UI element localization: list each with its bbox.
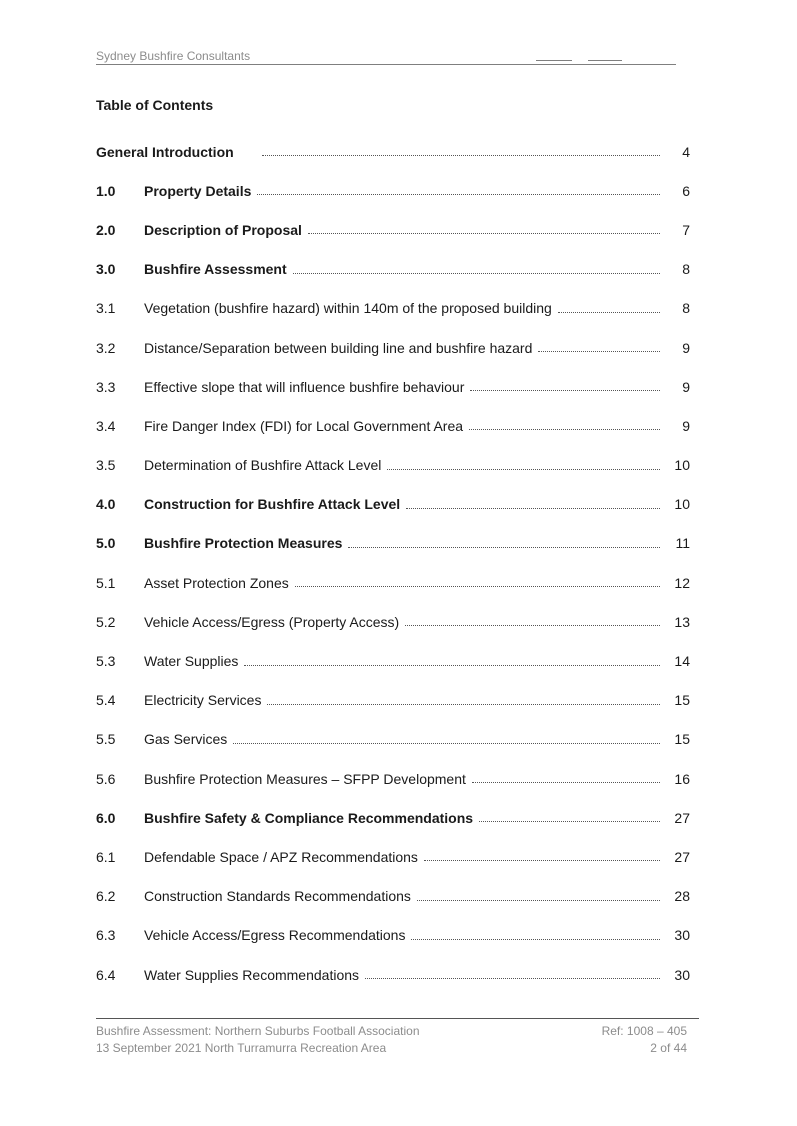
toc-dot-leader — [365, 964, 660, 979]
footer-line-1 — [96, 1019, 699, 1037]
toc-entry[interactable] — [96, 955, 696, 994]
toc-entry-number: 1.0 — [96, 182, 116, 199]
toc-entry-number: 3.1 — [96, 300, 116, 317]
toc-entry-number: 3.3 — [96, 378, 116, 395]
toc-entry-number: 6.0 — [96, 809, 116, 826]
toc-entry-title: Water Supplies Recommendations — [144, 966, 360, 983]
toc-entry-page: 8 — [682, 261, 690, 278]
toc-dot-leader — [348, 533, 660, 548]
toc-dot-leader — [417, 886, 660, 901]
toc-entry[interactable] — [96, 641, 696, 680]
toc-dot-leader — [558, 298, 660, 313]
toc-entry-title: Distance/Separation between building line and bushfire hazard — [144, 339, 533, 356]
table-of-contents — [96, 132, 696, 994]
toc-entry-number: 3.0 — [96, 261, 116, 278]
toc-entry[interactable] — [96, 681, 696, 720]
toc-entry[interactable] — [96, 132, 696, 171]
toc-dot-leader — [244, 651, 660, 666]
toc-entry-title: Construction for Bushfire Attack Level — [144, 496, 401, 513]
page-header — [96, 48, 676, 65]
toc-entry-number: 5.4 — [96, 692, 116, 709]
toc-entry-number: 2.0 — [96, 221, 116, 238]
toc-entry-title: Determination of Bushfire Attack Level — [144, 457, 382, 474]
toc-entry-page: 4 — [682, 143, 690, 160]
toc-entry-title: Vehicle Access/Egress (Property Access) — [144, 613, 400, 630]
footer-document-title: Bushfire Assessment: Northern Suburbs Football Association — [96, 1024, 420, 1038]
toc-entry-title: Gas Services — [144, 731, 228, 748]
toc-entry-page: 30 — [674, 966, 690, 983]
toc-dot-leader — [424, 846, 660, 861]
toc-entry-title: Property Details — [144, 182, 252, 199]
toc-entry-title: Bushfire Protection Measures — [144, 535, 343, 552]
toc-entry-number: 4.0 — [96, 496, 116, 513]
toc-entry-number: 6.1 — [96, 848, 116, 865]
toc-entry[interactable] — [96, 289, 696, 328]
toc-entry[interactable] — [96, 446, 696, 485]
toc-entry-number: 6.4 — [96, 966, 116, 983]
toc-entry-title: Bushfire Protection Measures – SFPP Development — [144, 770, 466, 787]
toc-entry-number: 5.3 — [96, 653, 116, 670]
toc-entry-page: 12 — [674, 574, 690, 591]
toc-entry-page: 6 — [682, 182, 690, 199]
header-title: Sydney Bushfire Consultants — [96, 49, 251, 63]
toc-entry-title: Bushfire Safety & Compliance Recommendations — [144, 809, 474, 826]
toc-entry-title: Asset Protection Zones — [144, 574, 289, 591]
toc-entry-page: 13 — [674, 613, 690, 630]
footer-page-number: 2 of 44 — [650, 1041, 687, 1055]
toc-dot-leader — [295, 572, 660, 587]
footer-reference: Ref: 1008 – 405 — [601, 1024, 687, 1038]
toc-dot-leader — [479, 807, 660, 822]
toc-entry[interactable] — [96, 563, 696, 602]
toc-entry[interactable] — [96, 524, 696, 563]
toc-entry-page: 10 — [674, 457, 690, 474]
toc-entry-number: 3.4 — [96, 417, 116, 434]
toc-entry[interactable] — [96, 602, 696, 641]
toc-entry-title: Description of Proposal — [144, 221, 302, 238]
toc-entry-page: 15 — [674, 692, 690, 709]
toc-entry-title: Bushfire Assessment — [144, 261, 287, 278]
toc-dot-leader — [267, 690, 660, 705]
toc-entry-page: 16 — [674, 770, 690, 787]
toc-entry-number: 5.5 — [96, 731, 116, 748]
toc-entry-title: Water Supplies — [144, 653, 239, 670]
toc-entry-number: 6.3 — [96, 927, 116, 944]
toc-dot-leader — [538, 337, 660, 352]
header-rule-right — [588, 60, 622, 61]
toc-dot-leader — [406, 494, 660, 509]
toc-entry[interactable] — [96, 210, 696, 249]
toc-entry-page: 9 — [682, 339, 690, 356]
toc-entry-title: Fire Danger Index (FDI) for Local Government Area — [144, 417, 464, 434]
toc-entry-page: 15 — [674, 731, 690, 748]
toc-entry[interactable] — [96, 367, 696, 406]
toc-entry-page: 27 — [674, 809, 690, 826]
footer-line-2 — [96, 1037, 699, 1055]
toc-heading: Table of Contents — [96, 97, 214, 113]
toc-dot-leader — [262, 141, 660, 156]
toc-entry[interactable] — [96, 171, 696, 210]
toc-entry-title: Vegetation (bushfire hazard) within 140m of the proposed building — [144, 300, 552, 317]
toc-entry-page: 27 — [674, 848, 690, 865]
toc-entry-number: 5.2 — [96, 613, 116, 630]
toc-entry[interactable] — [96, 759, 696, 798]
toc-entry[interactable] — [96, 837, 696, 876]
toc-dot-leader — [257, 180, 660, 195]
toc-entry[interactable] — [96, 798, 696, 837]
toc-entry-number: 5.0 — [96, 535, 116, 552]
toc-entry-page: 9 — [682, 378, 690, 395]
toc-dot-leader — [469, 415, 660, 430]
toc-entry-page: 30 — [674, 927, 690, 944]
toc-dot-leader — [411, 925, 660, 940]
toc-entry-page: 14 — [674, 653, 690, 670]
toc-entry-number: 3.2 — [96, 339, 116, 356]
toc-dot-leader — [470, 376, 660, 391]
toc-entry-title: General Introduction — [96, 143, 234, 160]
toc-entry[interactable] — [96, 250, 696, 289]
toc-entry-number: 5.1 — [96, 574, 116, 591]
page-footer — [96, 1018, 699, 1055]
toc-entry-title: Defendable Space / APZ Recommendations — [144, 848, 418, 865]
toc-entry[interactable] — [96, 328, 696, 367]
toc-entry[interactable] — [96, 877, 696, 916]
toc-entry-title: Construction Standards Recommendations — [144, 888, 411, 905]
toc-entry-title: Vehicle Access/Egress Recommendations — [144, 927, 406, 944]
toc-entry-page: 7 — [682, 221, 690, 238]
toc-dot-leader — [233, 729, 660, 744]
footer-date-location: 13 September 2021 North Turramurra Recreation Area — [96, 1041, 387, 1055]
toc-entry[interactable] — [96, 485, 696, 524]
toc-entry-number: 6.2 — [96, 888, 116, 905]
toc-entry-number: 3.5 — [96, 457, 116, 474]
toc-dot-leader — [293, 259, 660, 274]
toc-entry-page: 9 — [682, 417, 690, 434]
toc-entry-number: 5.6 — [96, 770, 116, 787]
toc-dot-leader — [405, 611, 660, 626]
toc-entry-title: Effective slope that will influence bushfire behaviour — [144, 378, 465, 395]
toc-entry[interactable] — [96, 406, 696, 445]
toc-dot-leader — [387, 455, 660, 470]
toc-entry[interactable] — [96, 720, 696, 759]
toc-entry-title: Electricity Services — [144, 692, 262, 709]
toc-entry-page: 11 — [675, 535, 690, 552]
toc-entry[interactable] — [96, 916, 696, 955]
toc-entry-page: 10 — [674, 496, 690, 513]
header-rule-left — [536, 60, 572, 61]
toc-dot-leader — [472, 768, 660, 783]
toc-dot-leader — [308, 219, 660, 234]
toc-entry-page: 8 — [682, 300, 690, 317]
toc-entry-page: 28 — [674, 888, 690, 905]
